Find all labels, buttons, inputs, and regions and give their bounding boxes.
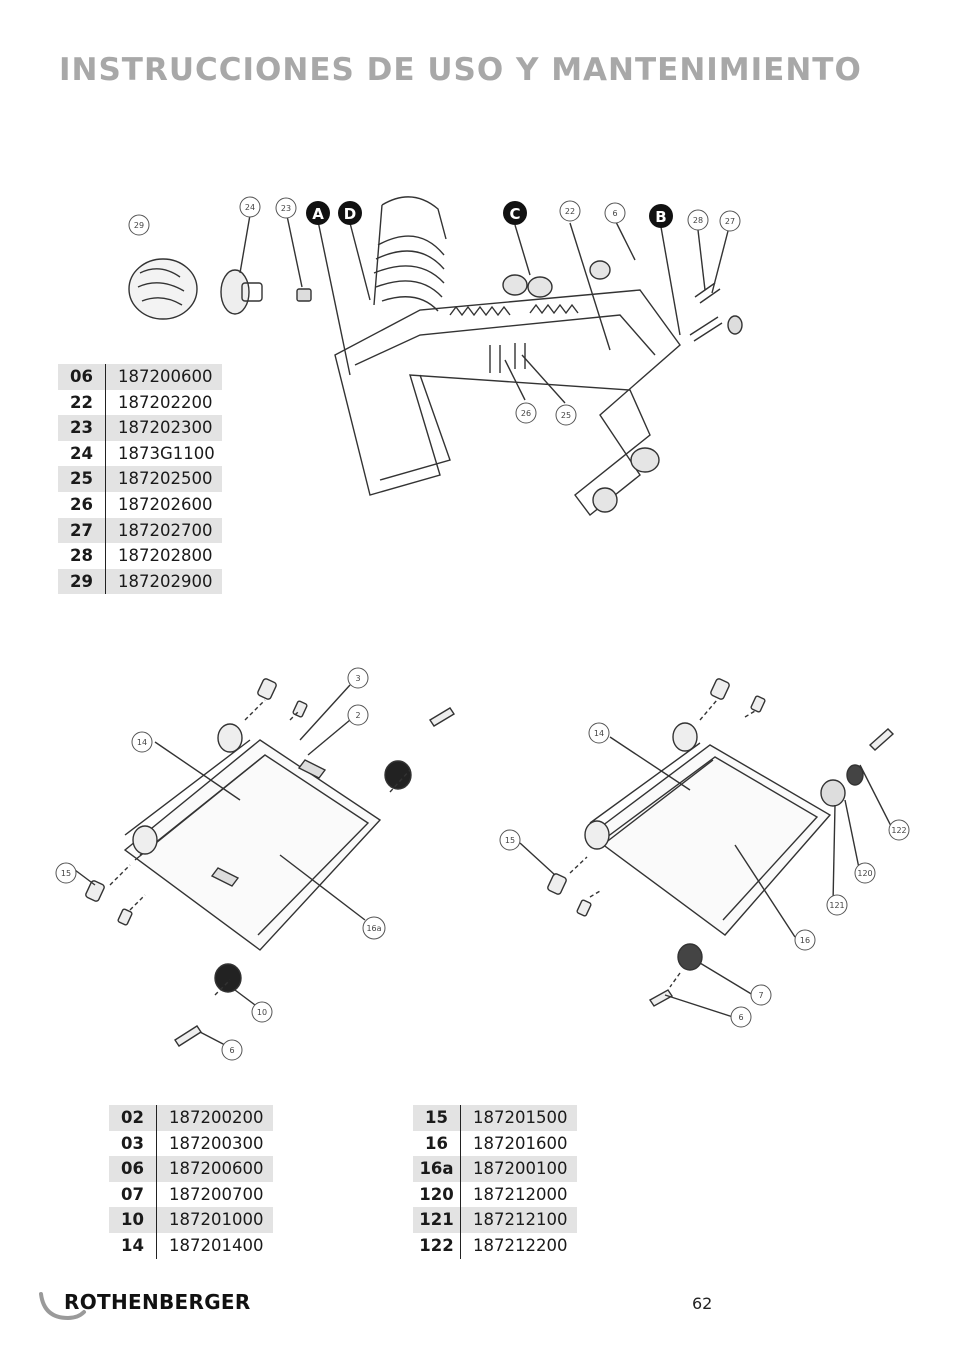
part-number: 187202500 — [106, 466, 223, 492]
page-number: 62 — [692, 1294, 713, 1313]
callout-10: 10 — [256, 1008, 268, 1017]
callout-15: 15 — [60, 869, 72, 878]
table-row — [58, 441, 222, 467]
callout-26: 26 — [520, 409, 532, 418]
table-row — [413, 1156, 577, 1182]
part-code: 24 — [58, 441, 106, 467]
table-row — [413, 1207, 577, 1233]
brand-name: ROTHENBERGER — [64, 1290, 251, 1314]
part-code: 27 — [58, 518, 106, 544]
part-number: 187202200 — [118, 392, 213, 412]
table-row — [109, 1105, 273, 1131]
part-code: 03 — [109, 1131, 157, 1157]
callout-24: 24 — [244, 203, 256, 212]
callout-14: 14 — [136, 738, 148, 747]
part-code: 28 — [58, 543, 106, 569]
part-number: 187200300 — [169, 1133, 264, 1153]
table-row — [413, 1131, 577, 1157]
part-number: 187201600 — [473, 1133, 568, 1153]
callout-29: 29 — [133, 221, 145, 230]
callout-28: 28 — [692, 216, 704, 225]
callout-letter-d: D — [343, 205, 357, 223]
callout-3: 3 — [355, 674, 361, 683]
table-row — [413, 1182, 577, 1208]
table-row — [109, 1233, 273, 1259]
part-code: 29 — [58, 569, 106, 595]
callout-6: 6 — [229, 1046, 235, 1055]
part-code: 23 — [58, 415, 106, 441]
part-number: 187200200 — [157, 1105, 274, 1131]
callout-6: 6 — [612, 209, 618, 218]
part-number: 187201000 — [157, 1207, 274, 1233]
part-code: 14 — [109, 1233, 157, 1259]
part-code: 06 — [58, 364, 106, 390]
table-row — [413, 1233, 577, 1259]
table-row — [58, 364, 222, 390]
table-row — [58, 390, 222, 416]
table-row — [109, 1131, 273, 1157]
part-number: 187200100 — [461, 1156, 578, 1182]
part-code: 15 — [413, 1105, 461, 1131]
part-number: 187212100 — [461, 1207, 578, 1233]
part-code: 16a — [413, 1156, 461, 1182]
part-number: 187200700 — [169, 1184, 264, 1204]
callout-22: 22 — [564, 207, 576, 216]
part-code: 07 — [109, 1182, 157, 1208]
table-row — [109, 1156, 273, 1182]
part-number: 187202700 — [106, 518, 223, 544]
part-code: 16 — [413, 1131, 461, 1157]
callout-letter-a: A — [312, 205, 324, 223]
callout-14: 14 — [593, 729, 605, 738]
callout-7: 7 — [758, 991, 764, 1000]
table-row — [58, 518, 222, 544]
part-code: 22 — [58, 390, 106, 416]
part-code: 120 — [413, 1182, 461, 1208]
part-number: 187201400 — [169, 1235, 264, 1255]
part-number: 187212000 — [473, 1184, 568, 1204]
callout-121: 121 — [829, 901, 845, 910]
callout-2: 2 — [355, 711, 361, 720]
bottom-left-exploded-diagram — [50, 660, 470, 1070]
part-code: 26 — [58, 492, 106, 518]
page-title: INSTRUCCIONES DE USO Y MANTENIMIENTO — [59, 52, 862, 88]
part-number: 187202300 — [106, 415, 223, 441]
table-row — [58, 543, 222, 569]
parts-table-bottom-left — [109, 1105, 273, 1259]
table-row — [58, 569, 222, 595]
part-code: 25 — [58, 466, 106, 492]
table-row — [109, 1182, 273, 1208]
bottom-right-exploded-diagram — [495, 665, 925, 1035]
table-row — [58, 415, 222, 441]
table-row — [413, 1105, 577, 1131]
part-number: 187212200 — [473, 1235, 568, 1255]
table-row — [58, 466, 222, 492]
parts-table-top — [58, 364, 222, 594]
callout-16a: 16a — [366, 924, 382, 933]
callout-16: 16 — [799, 936, 811, 945]
part-number: 1873G1100 — [118, 443, 215, 463]
part-number: 187201500 — [461, 1105, 578, 1131]
part-number: 187202600 — [118, 494, 213, 514]
part-number: 187202900 — [106, 569, 223, 595]
part-code: 02 — [109, 1105, 157, 1131]
table-row — [109, 1207, 273, 1233]
brand-logo — [38, 1288, 268, 1324]
callout-27: 27 — [724, 217, 736, 226]
callout-letter-b: B — [655, 208, 667, 226]
callout-120: 120 — [857, 869, 873, 878]
callout-15: 15 — [504, 836, 516, 845]
part-code: 06 — [109, 1156, 157, 1182]
part-number: 187202800 — [118, 546, 213, 566]
table-row — [58, 492, 222, 518]
part-code: 122 — [413, 1233, 461, 1259]
callout-23: 23 — [280, 204, 292, 213]
callout-122: 122 — [891, 826, 907, 835]
parts-table-bottom-right — [413, 1105, 577, 1259]
part-number: 187200600 — [106, 364, 223, 390]
part-code: 121 — [413, 1207, 461, 1233]
callout-6: 6 — [738, 1013, 744, 1022]
callout-letter-c: C — [509, 205, 521, 223]
part-code: 10 — [109, 1207, 157, 1233]
callout-25: 25 — [560, 411, 572, 420]
part-number: 187200600 — [157, 1156, 274, 1182]
